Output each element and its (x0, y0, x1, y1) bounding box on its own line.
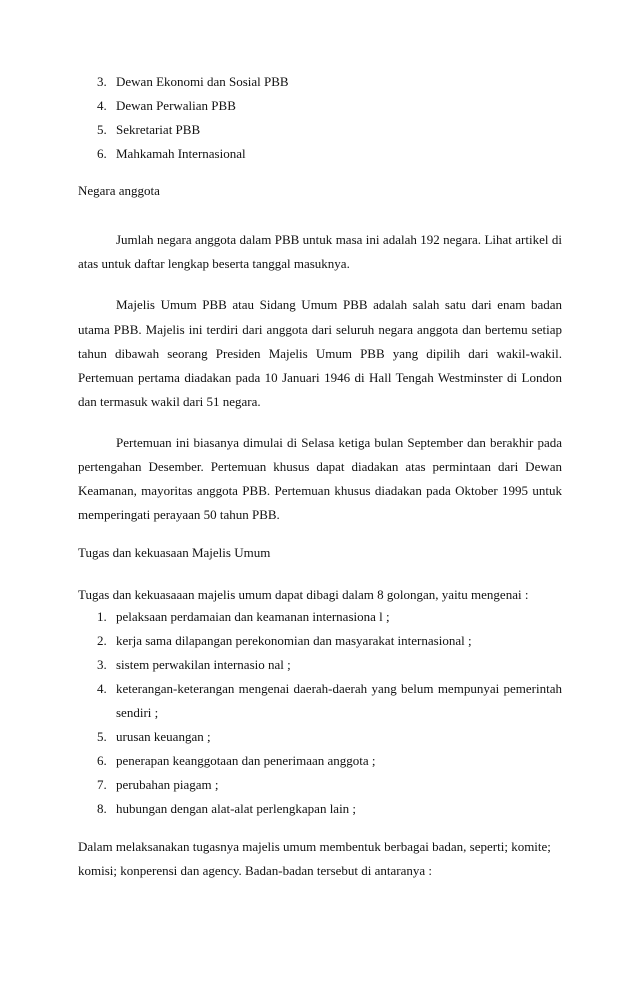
list-item: sistem perwakilan internasio nal ; (116, 657, 291, 672)
paragraph-line: memperingati perayaan 50 tahun PBB. (78, 507, 280, 522)
section-heading: Tugas dan kekuasaan Majelis Umum (78, 545, 271, 560)
paragraph-line: utama PBB. Majelis ini terdiri dari anggota dari seluruh negara anggota dan bertemu setiap (78, 322, 562, 337)
list-item: Dewan Ekonomi dan Sosial PBB (116, 74, 289, 89)
paragraph-line: Pertemuan ini biasanya dimulai di Selasa ketiga bulan September dan berakhir pada (116, 435, 562, 450)
list-item-continuation: sendiri ; (116, 705, 159, 720)
list-item: urusan keuangan ; (116, 729, 211, 744)
paragraph-line: dan termasuk wakil dari 51 negara. (78, 394, 261, 409)
list-item: Mahkamah Internasional (116, 146, 246, 161)
list-item: hubungan dengan alat-alat perlengkapan lain ; (116, 801, 357, 816)
paragraph-line: Tugas dan kekuasaaan majelis umum dapat dibagi dalam 8 golongan, yaitu mengenai : (78, 587, 529, 602)
list-number: 2. (97, 633, 107, 648)
list-number: 5. (97, 122, 107, 137)
list-item: perubahan piagam ; (116, 777, 219, 792)
list-item: Sekretariat PBB (116, 122, 201, 137)
list-number: 3. (97, 74, 107, 89)
list-number: 4. (97, 98, 107, 113)
list-number: 1. (97, 609, 107, 624)
paragraph-line: atas untuk daftar lengkap beserta tanggal masuknya. (78, 256, 350, 271)
list-number: 4. (97, 681, 107, 696)
list-number: 5. (97, 729, 107, 744)
list-item: pelaksaan perdamaian dan keamanan internasiona l ; (116, 609, 390, 624)
list-number: 6. (97, 753, 107, 768)
list-number: 3. (97, 657, 107, 672)
list-item: kerja sama dilapangan perekonomian dan masyarakat internasional ; (116, 633, 472, 648)
list-number: 8. (97, 801, 107, 816)
paragraph-line: pertengahan Desember. Pertemuan khusus dapat diadakan atas permintaan dari Dewan (78, 459, 562, 474)
list-item: penerapan keanggotaan dan penerimaan anggota ; (116, 753, 376, 768)
paragraph-line: tahun dibawah seorang Presiden Majelis Umum PBB yang dipilih dari wakil-wakil. (78, 346, 562, 361)
paragraph-line: Jumlah negara anggota dalam PBB untuk masa ini adalah 192 negara. Lihat artikel di (116, 232, 562, 247)
paragraph-line: Pertemuan pertama diadakan pada 10 Januari 1946 di Hall Tengah Westminster di London (78, 370, 562, 385)
section-heading: Negara anggota (78, 183, 160, 198)
paragraph-line: komisi; konperensi dan agency. Badan-badan tersebut di antaranya : (78, 863, 433, 878)
list-number: 7. (97, 777, 107, 792)
list-item: Dewan Perwalian PBB (116, 98, 236, 113)
list-item: keterangan-keterangan mengenai daerah-daerah yang belum mempunyai pemerintah (116, 681, 562, 696)
paragraph-line: Majelis Umum PBB atau Sidang Umum PBB adalah salah satu dari enam badan (116, 297, 562, 312)
paragraph-line: Dalam melaksanakan tugasnya majelis umum membentuk berbagai badan, seperti; komite; (78, 839, 551, 854)
list-number: 6. (97, 146, 107, 161)
paragraph-line: Keamanan, mayoritas anggota PBB. Pertemuan khusus diadakan pada Oktober 1995 untuk (78, 483, 562, 498)
